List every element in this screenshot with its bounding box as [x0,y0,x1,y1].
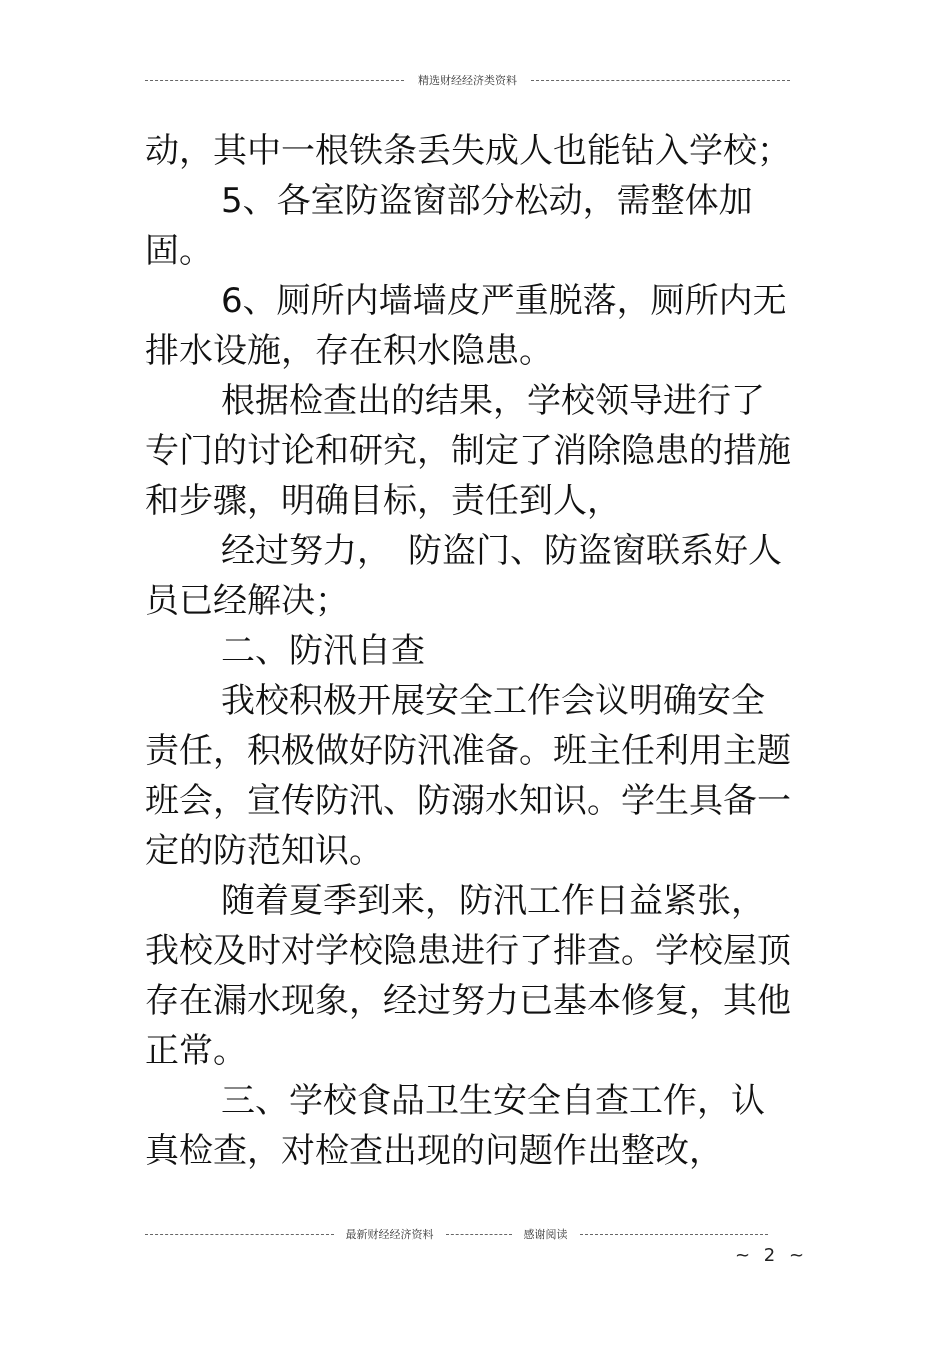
footer-left-text: 最新财经经济资料 [345,1228,434,1241]
section-heading: 二、防汛自查 [221,631,425,671]
header-left-rule [145,80,404,81]
header-title: 精选财经经济类资料 [418,74,517,87]
document-body [145,126,795,1176]
page-number: ~ 2 ~ [735,1245,809,1266]
footer-right-rule [580,1234,769,1235]
footer-right-text: 感谢阅读 [523,1228,568,1241]
paragraph: 6、厕所内墙墙皮严重脱落，厕所内无排水设施，存在积水隐患。 [145,281,787,371]
page-footer [145,1226,768,1242]
header-right-rule [531,80,790,81]
paragraph: 5、各室防盗窗部分松动，需整体加固。 [145,181,753,271]
footer-left-rule [145,1234,334,1235]
paragraph: 三、学校食品卫生安全自查工作，认真检查，对检查出现的问题作出整改， [145,1081,765,1171]
paragraph: 经过努力， 防盗门、防盗窗联系好人员已经解决； [145,531,782,621]
page-header [145,72,790,88]
paragraph: 随着夏季到来，防汛工作日益紧张，我校及时对学校隐患进行了排查。学校屋顶存在漏水现象，经过努力已基本修复，其他正常。 [145,881,791,1071]
footer-middle-rule [446,1234,512,1235]
paragraph: 我校积极开展安全工作会议明确安全责任，积极做好防汛准备。班主任利用主题班会，宣传防汛、防溺水知识。学生具备一定的防范知识。 [145,681,791,871]
paragraph: 动，其中一根铁条丢失成人也能钻入学校； [145,131,791,171]
paragraph: 根据检查出的结果，学校领导进行了专门的讨论和研究，制定了消除隐患的措施和步骤，明确目标，责任到人， [145,381,791,521]
